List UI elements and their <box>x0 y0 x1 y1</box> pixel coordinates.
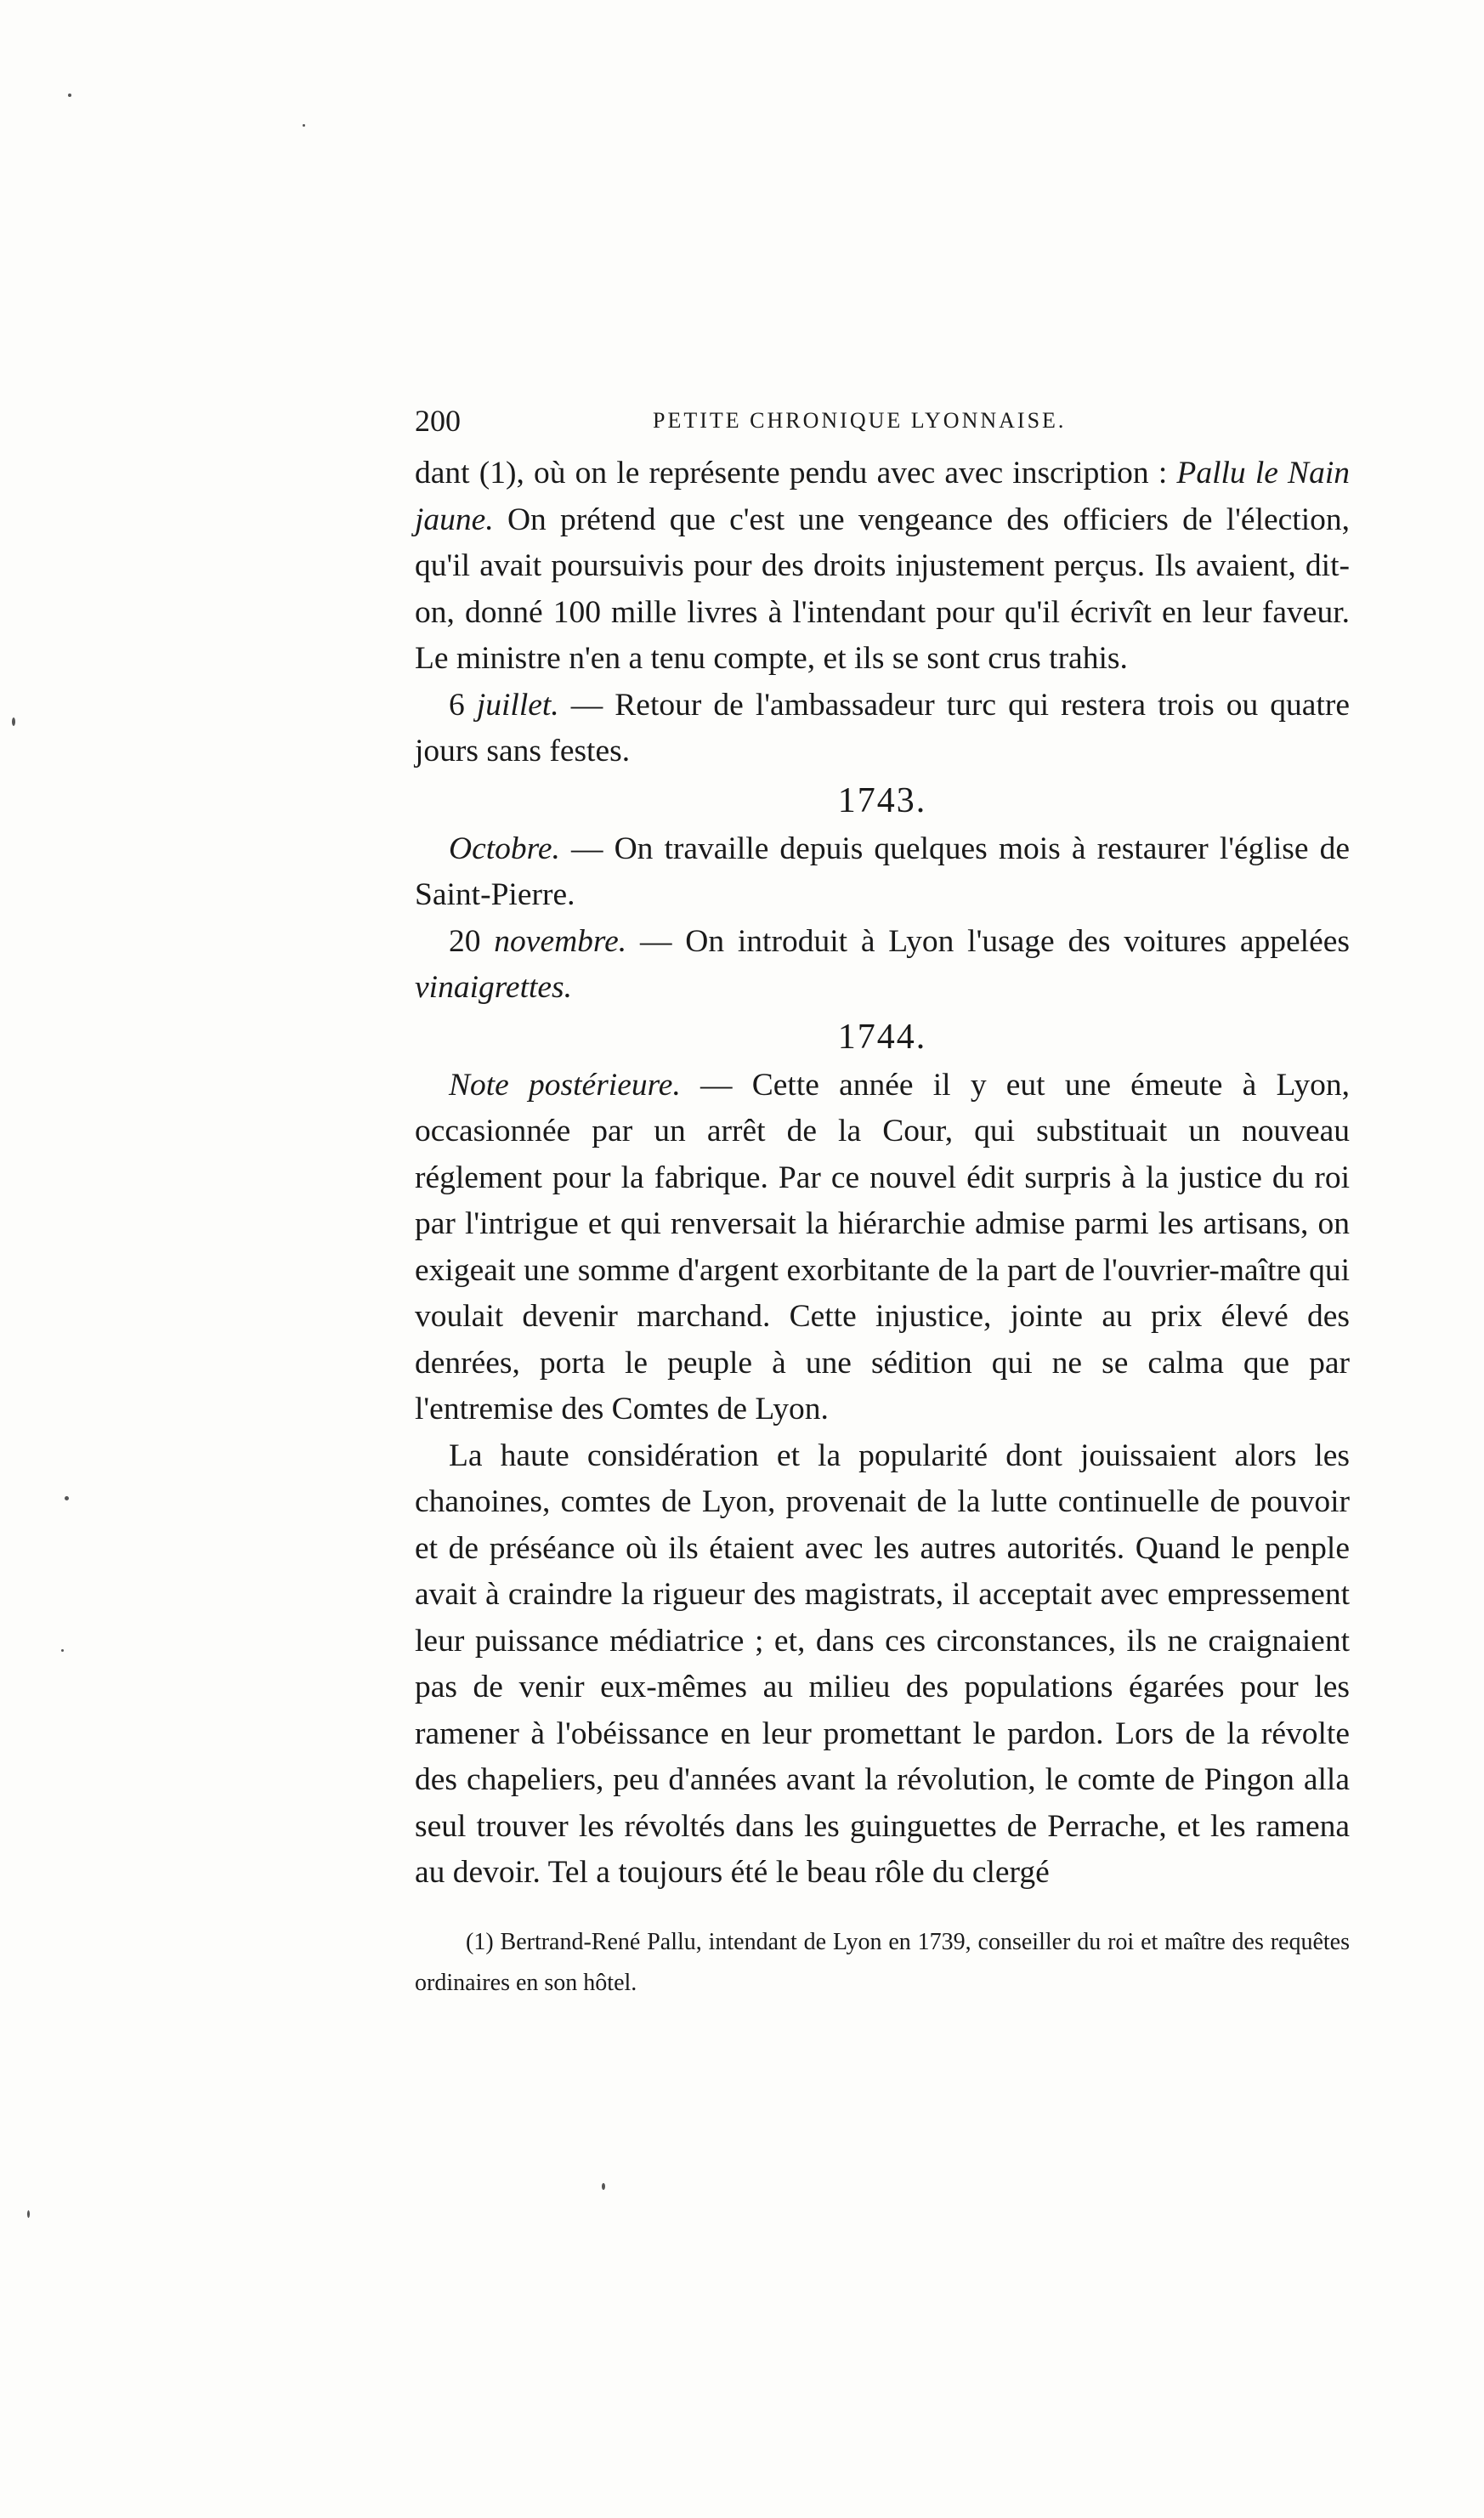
book-page <box>415 400 1350 2004</box>
italic-phrase: Pallu le Nain jaune. <box>415 456 1350 537</box>
footnote-text: (1) Bertrand-René Pallu, intendant de Lyon en 1739, conseiller du roi et maître des requêtes ordinaires en son hôtel. <box>415 1928 1350 1996</box>
running-head <box>415 400 1350 451</box>
entry-6-juillet: 6 juillet. — Retour de l'ambassadeur turc qui restera trois ou quatre jours sans festes. <box>415 687 1351 768</box>
entry-octobre: Octobre. — On travaille depuis quelques mois à restaurer l'église de Saint-Pierre. <box>415 831 1350 912</box>
scan-speck <box>65 1496 69 1500</box>
running-title: PETITE CHRONIQUE LYONNAISE. <box>653 408 1067 433</box>
entry-date: novembre. <box>494 923 627 959</box>
scan-speck <box>303 124 305 127</box>
scan-speck <box>12 717 15 726</box>
scan-speck <box>68 94 71 97</box>
paragraph-chanoines: La haute considération et la popularité dont jouissaient alors les chanoines, comtes de Lyon, provenait de la lutte continuelle de pouvoir et de préséance où ils étaient avec les autres autorités. Quand le penple avait à craindre la rigueur des magistrats, il acceptait avec empressement leur puissance médiatrice ; et, dans ces circonstances, ils ne craignaient pas de venir eux-mêmes au milieu des populations égarées pour les ramener à l'obéissance en leur promettant le pardon. Lors de la révolte des chapeliers, peu d'années avant la révolution, le comte de Pingon alla seul trouver les révoltés dans les guinguettes de Perrache, et les ramena au devoir. Tel a toujours été le beau rôle du clergé <box>415 1438 1350 1890</box>
scan-speck <box>61 1649 64 1652</box>
scan-speck <box>27 2210 30 2218</box>
entry-note-posterieure: Note postérieure. — Cette année il y eut une émeute à Lyon, occasionnée par un arrêt de la Cour, qui substituait un nouveau réglement pour la fabrique. Par ce nouvel édit surpris à la justice du roi par l'intrigue et qui renversait la hiérarchie admise parmi les artisans, on exigeait une somme d'argent exorbitante de la part de l'ouvrier-maître qui voulait devenir marchand. Cette injustice, jointe au prix élevé des denrées, porta le peuple à une sédition qui ne se calma que par l'entremise des Comtes de Lyon. <box>415 1067 1350 1426</box>
body-text <box>415 451 1350 1897</box>
scan-speck <box>602 2183 605 2190</box>
italic-phrase: vinaigrettes. <box>415 970 573 1005</box>
entry-20-novembre: 20 novembre. — On introduit à Lyon l'usage des voitures appelées vinaigrettes. <box>415 923 1350 1005</box>
entry-date: juillet. <box>476 687 559 723</box>
year-heading-1744: 1744. <box>837 1017 927 1057</box>
footnote <box>415 1922 1350 2004</box>
entry-date: Note postérieure. <box>449 1067 681 1103</box>
paragraph-pallu: dant (1), où on le représente pendu avec avec inscription : Pallu le Nain jaune. On prétend que c'est une vengeance des officiers de l'élection, qu'il avait poursuivis pour des droits injustement perçus. Ils avaient, dit-on, donné 100 mille livres à l'intendant pour qu'il écrivît en leur faveur. Le ministre n'en a tenu compte, et ils se sont crus trahis. <box>415 456 1350 676</box>
page-number: 200 <box>415 404 461 438</box>
year-heading-1743: 1743. <box>837 780 927 820</box>
entry-date: Octobre. <box>449 831 560 866</box>
